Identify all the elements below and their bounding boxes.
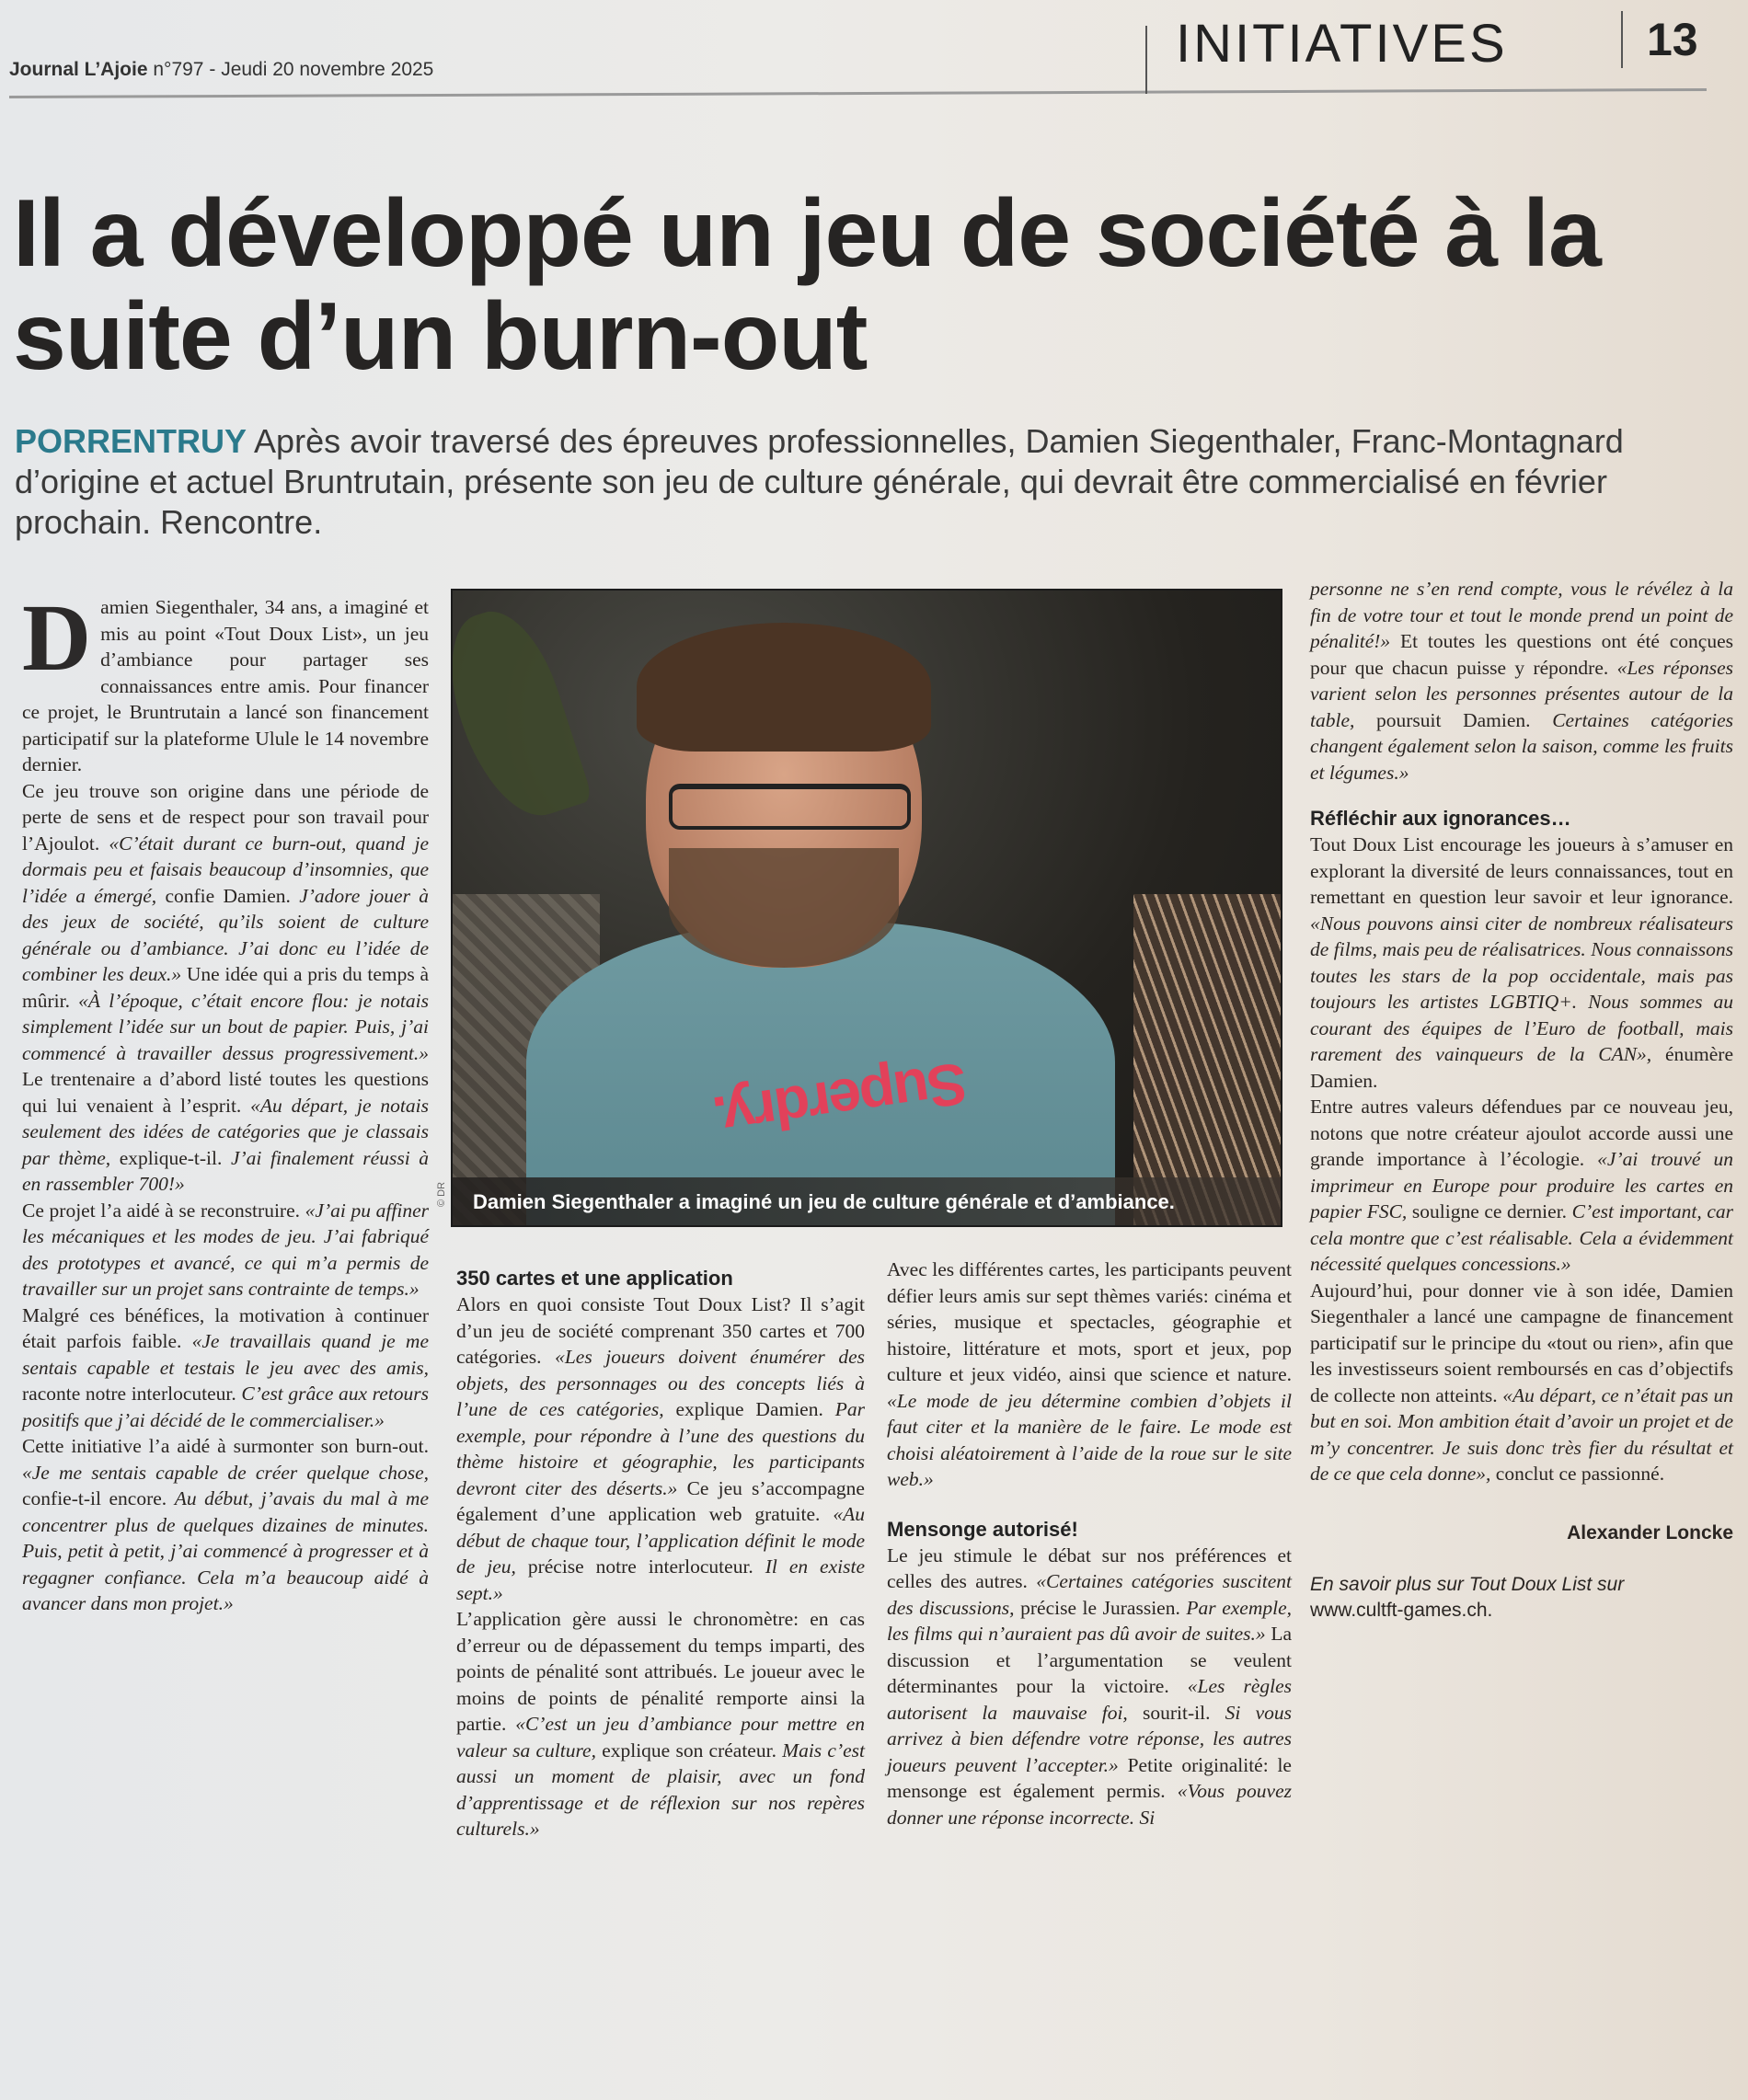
quote: J’adore jouer à des jeux de société, qu’ils soient de culture générale ou d’ambiance. J’ai donc eu l’idée de combiner les deux.» — [22, 884, 429, 985]
quote: «C’est un jeu d’ambiance pour mettre en valeur sa culture, — [456, 1713, 865, 1761]
paragraph — [887, 1543, 1292, 1831]
text: Avec les différentes cartes, les participants peuvent défier leurs amis sur sept thèmes variés: cinéma et séries, musique et spectacles, géographie et histoire, littérature et mots, sport et jeux, pop culture et jeux vidéo, ainsi que science et nature. — [887, 1258, 1292, 1385]
quote: «Les joueurs doivent énumérer des objets, des personnages ou des concepts liés à l’une de ces catégories, — [456, 1346, 865, 1420]
masthead — [0, 0, 1748, 101]
quote: «Nous pouvons ainsi citer de nombreux réalisateurs de films, mais peu de réalisatrices. Nous connaissons toutes les stars de la pop occidentale, mais pas toujours les artistes LGBTIQ+. Nous sommes au courant des équipes de l’Euro de football, mais rarement des vainqueurs de la CAN», — [1310, 912, 1733, 1065]
text: Ce jeu s’accompagne également d’une application web gratuite. — [456, 1476, 865, 1525]
dateline-place: PORRENTRUY — [15, 422, 247, 460]
glasses — [669, 784, 911, 830]
paragraph — [22, 1198, 429, 1302]
quote: Il en existe sept.» — [456, 1555, 866, 1604]
quote: personne ne s’en rend compte, vous le révélez à la fin de votre tour et tout le monde prend un point de pénalité!» — [1310, 578, 1733, 652]
quote: «Vous pouvez donner une réponse incorrecte. Si — [887, 1780, 1292, 1829]
quote: Au début, j’avais du mal à me concentrer plus de quelques dizaines de minutes. Puis, petit à petit, j’ai commencé à progresser et à regagner confiance. Cela m’a beaucoup aidé à avancer dans mon projet.» — [22, 1487, 429, 1614]
byline: Alexander Loncke — [1567, 1521, 1733, 1543]
text: Alors en quoi consiste Tout Doux List? Il s’agit d’un jeu de société comprenant 350 cartes et 700 catégories. — [456, 1293, 865, 1368]
text: La discussion et l’argumentation se veulent déterminantes pour la victoire. — [887, 1623, 1292, 1697]
text: Tout Doux List encourage les joueurs à s’amuser en explorant la diversité de leurs connaissances, tout en remettant en question leur savoir et leur ignorance. — [1310, 833, 1733, 908]
website-link[interactable]: www.cultft-games.ch. — [1310, 1600, 1493, 1621]
text: Ce projet l’a aidé à se reconstruire. — [22, 1199, 305, 1222]
article-column-1 — [22, 585, 430, 1617]
photo-credit: © DR — [436, 1181, 447, 1207]
text: Le jeu stimule le débat sur nos préférences et celles des autres. — [887, 1543, 1292, 1592]
paragraph — [22, 778, 429, 1198]
text: souligne ce dernier. — [1407, 1200, 1572, 1222]
text: Et toutes les questions ont été conçues pour que chacun puisse y répondre. — [1310, 630, 1733, 679]
text: Le trentenaire a d’abord listé toutes les questions qui lui venaient à l’esprit. — [22, 1068, 429, 1117]
issue-number: n°797 — [153, 59, 204, 80]
text: L’application gère aussi le chronomètre: en cas d’erreur ou de dépassement du temps imparti, des points de pénalité sont attribués. Le joueur avec le moins de points de pénalité remporte ainsi la partie. — [456, 1608, 865, 1735]
text: poursuit Damien. — [1354, 708, 1553, 731]
text: confie-t-il encore. — [22, 1487, 175, 1509]
quote: C’est important, car cela montre que c’est réalisable. Cela a évidemment nécessité quelques concessions.» — [1310, 1200, 1734, 1275]
quote: «À l’époque, c’était encore flou: je notais simplement l’idée sur un bout de papier. Puis, j’ai commencé à travailler dessus progressivement.» — [22, 989, 429, 1064]
text: précise notre interlocuteur. — [515, 1555, 765, 1578]
paragraph — [1310, 832, 1733, 1094]
separator: - — [209, 59, 216, 80]
quote: Si vous arrivez à bien défendre votre réponse, les autres joueurs peuvent l’accepter.» — [887, 1701, 1292, 1776]
quote: Mais c’est aussi un moment de plaisir, avec un fond d’apprentissage et de réflexion sur nos repères culturels.» — [456, 1739, 865, 1840]
quote: «Je travaillais quand je me sentais capable et testais le jeu avec des amis, — [22, 1330, 429, 1379]
text: précise le Jurassien. — [1014, 1596, 1187, 1619]
headline: Il a développé un jeu de société à la suite d’un burn-out — [13, 180, 1601, 390]
paragraph — [1310, 576, 1733, 786]
article-photo — [451, 589, 1282, 1227]
text: énumère Damien. — [1310, 1043, 1733, 1092]
text: explique son créateur. — [595, 1739, 783, 1761]
text: confie Damien. — [156, 884, 300, 907]
paragraph — [22, 1302, 429, 1434]
publication-line — [9, 59, 433, 81]
text: sourit-il. — [1127, 1701, 1225, 1724]
quote: J’ai finalement réussi à en rassembler 700!» — [22, 1146, 429, 1195]
text: conclut ce passionné. — [1490, 1463, 1665, 1485]
article-column-2 — [456, 1266, 865, 1842]
header-rule — [9, 88, 1707, 98]
text: amien Siegenthaler, 34 ans, a imaginé et mis au point «Tout Doux List», un jeu d’ambiance pour partager ses connaissances entre amis. Pour financer ce projet, le Bruntrutain a lancé son financement participatif sur la plateforme Ulule le 14 novembre dernier. — [22, 596, 429, 775]
paragraph — [22, 585, 429, 778]
page-divider — [1621, 11, 1623, 68]
section-title: INITIATIVES — [1176, 14, 1508, 74]
more-info — [1310, 1572, 1733, 1624]
quote: «J’ai trouvé un imprimeur en Europe pour produire les cartes en papier FSC, — [1310, 1148, 1733, 1222]
paragraph — [22, 1433, 429, 1617]
article-column-3 — [887, 1257, 1292, 1830]
lede — [15, 421, 1726, 543]
quote: C’est grâce aux retours positifs que j’ai décidé de le commercialiser.» — [22, 1383, 430, 1431]
quote: «C’était durant ce burn-out, quand je dormais peu et faisais beaucoup d’insomnies, que l’idée a émergé, — [22, 832, 429, 907]
photo-caption: Damien Siegenthaler a imaginé un jeu de culture générale et d’ambiance. — [473, 1190, 1175, 1213]
portrait-beard — [669, 848, 899, 968]
quote: «J’ai pu affiner les mécaniques et les modes de jeu. J’ai fabriqué des prototypes et avancé, ce qui m’a permis de travailler sur un projet sans contrainte de temps.» — [22, 1199, 430, 1300]
subhead: 350 cartes et une application — [456, 1267, 733, 1290]
quote: «Les règles autorisent la mauvaise foi, — [887, 1675, 1292, 1724]
paragraph — [456, 1291, 865, 1606]
lede-text: Après avoir traversé des épreuves professionnelles, Damien Siegenthaler, Franc-Montagnard d’origine et actuel Bruntrutain, présente son jeu de culture générale, qui devrait être commercialisé en février prochain. Rencontre. — [15, 422, 1624, 541]
text: Petite originalité: le mensonge est également permis. — [887, 1753, 1292, 1802]
quote: «Au début de chaque tour, l’application définit le mode de jeu, — [456, 1503, 865, 1578]
text: Cette initiative l’a aidé à surmonter son burn-out. — [22, 1435, 429, 1457]
shirt-logo: Superdry. — [710, 1050, 972, 1151]
article-column-4 — [1310, 576, 1733, 1624]
quote: «Je me sentais capable de créer quelque chose, — [22, 1461, 429, 1484]
quote: «Au départ, je notais seulement des idées de catégories que je classais par thème, — [22, 1094, 430, 1169]
quote: Par exemple, les films qui n’auraient pas dû avoir de suites.» — [887, 1596, 1293, 1645]
paragraph — [1310, 1094, 1733, 1278]
text: Malgré ces bénéfices, la motivation à continuer était parfois faible. — [22, 1303, 429, 1352]
text: explique Damien. — [663, 1398, 835, 1420]
text: Une idée qui a pris du temps à mûrir. — [22, 963, 430, 1012]
text: Entre autres valeurs défendues par ce nouveau jeu, notons que notre créateur ajoulot accorde aussi une grande importance à l’écologie. — [1310, 1096, 1733, 1170]
quote: «Le mode de jeu détermine combien d’objets il faut citer et la manière de le faire. Le mode est choisi aléatoirement à l’aide de la roue sur le site web.» — [887, 1389, 1292, 1490]
more-info-text: En savoir plus sur Tout Doux List sur — [1310, 1574, 1625, 1595]
paragraph — [456, 1606, 865, 1842]
subhead: Mensonge autorisé! — [887, 1517, 1078, 1541]
quote: «Les réponses varient selon les personnes présentes autour de la table, — [1310, 656, 1733, 731]
portrait-hair — [637, 623, 931, 752]
subhead: Réfléchir aux ignorances… — [1310, 807, 1571, 830]
quote: «Certaines catégories suscitent des discussions, — [887, 1570, 1293, 1619]
text: Aujourd’hui, pour donner vie à son idée, Damien Siegenthaler a lancé une campagne de financement participatif sur le principe du «tout ou rien», afin que les investisseurs soient remboursés en cas d’objectifs de collecte non atteints. — [1310, 1279, 1733, 1406]
text: explique-t-il. — [110, 1146, 231, 1169]
page-number: 13 — [1647, 14, 1698, 65]
section-divider — [1145, 26, 1147, 94]
quote: «Au départ, ce n’était pas un but en soi. Mon ambition était d’avoir un projet et de m’y concentrer. Je suis donc très fier du résultat et de ce que cela donne», — [1310, 1383, 1733, 1485]
text: Ce jeu trouve son origine dans une période de perte de sens et de respect pour son travail pour l’Ajoulot. — [22, 779, 429, 855]
paragraph — [887, 1257, 1292, 1493]
paragraph — [1310, 1278, 1733, 1487]
issue-date: Jeudi 20 novembre 2025 — [221, 59, 434, 80]
publication-name: Journal L’Ajoie — [9, 59, 148, 80]
text: raconte notre interlocuteur. — [22, 1383, 242, 1405]
quote: Certaines catégories changent également selon la saison, comme les fruits et légumes.» — [1310, 708, 1733, 784]
dried-flowers — [1133, 894, 1281, 1225]
drop-cap: D — [22, 585, 92, 691]
quote: Par exemple, pour répondre à l’une des questions du thème histoire et géographie, les participants devront citer des déserts.» — [456, 1398, 866, 1499]
